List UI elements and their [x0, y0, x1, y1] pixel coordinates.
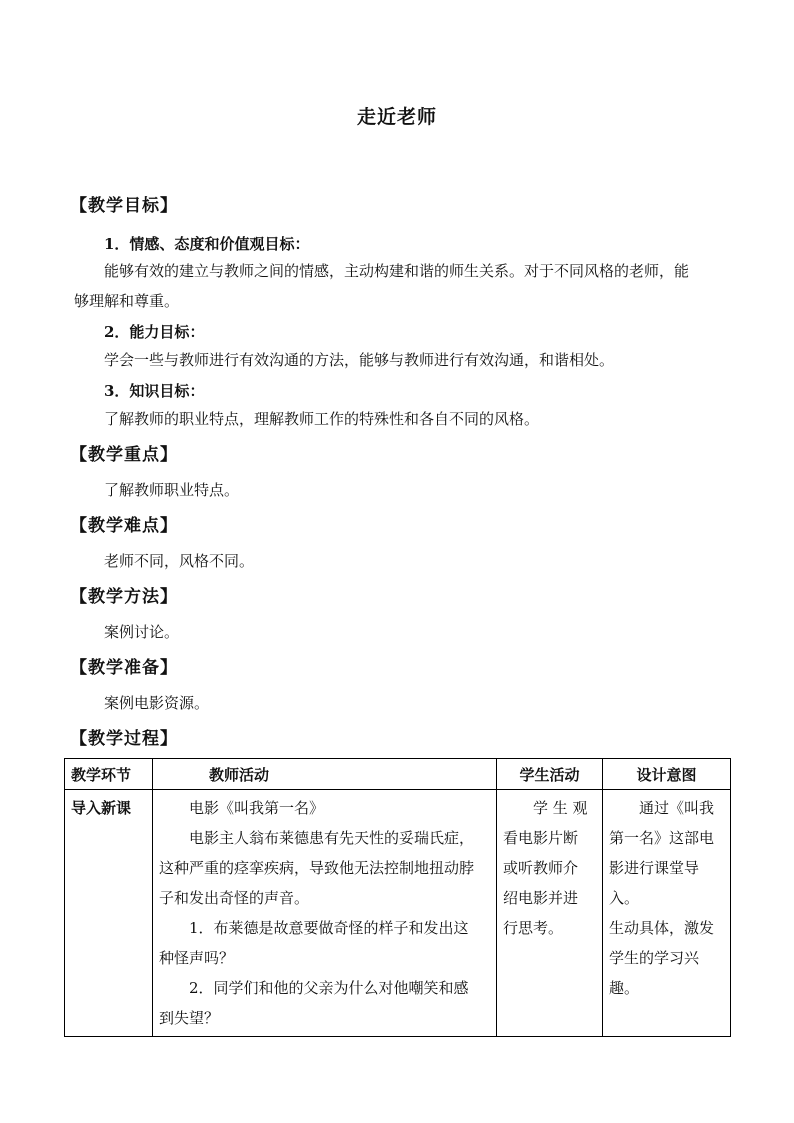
objectives-heading: 【教学目标】 [70, 196, 178, 216]
design-line: 生动具体，激发 [609, 919, 715, 937]
difficulties-heading: 【教学难点】 [70, 516, 178, 536]
teacher-line: 这种严重的痉挛疾病，导致他无法控制地扭动脖 [159, 859, 475, 877]
teacher-activity-cell [153, 790, 497, 1037]
process-table [64, 758, 731, 1037]
student-line: 学 生 观 [533, 799, 588, 817]
student-line: 绍电影并进 [503, 889, 579, 907]
methods-heading: 【教学方法】 [70, 587, 178, 607]
methods-text: 案例讨论。 [104, 623, 180, 641]
teacher-line: 电影主人翁布莱德患有先天性的妥瑞氏症， [189, 829, 475, 847]
col-header-teacher: 教师活动 [153, 759, 497, 790]
process-heading: 【教学过程】 [70, 729, 178, 749]
emotion-objective-text [74, 256, 724, 316]
ability-objective-title: 2．能力目标： [104, 323, 205, 341]
teacher-line: 1．布莱德是故意要做奇怪的样子和发出这 [189, 919, 469, 937]
design-line: 学生的学习兴趣。 [609, 949, 700, 997]
emotion-objective-title: 1．情感、态度和价值观目标： [104, 235, 310, 253]
table-row [65, 790, 731, 1037]
preparation-heading: 【教学准备】 [70, 658, 178, 678]
ability-objective-text: 学会一些与教师进行有效沟通的方法，能够与教师进行有效沟通，和谐相处。 [104, 351, 615, 369]
design-line: 影进行课堂导入。 [609, 859, 700, 907]
col-header-stage: 教学环节 [65, 759, 153, 790]
student-line: 行思考。 [503, 919, 564, 937]
preparation-text: 案例电影资源。 [104, 694, 210, 712]
col-header-student: 学生活动 [497, 759, 603, 790]
stage-cell: 导入新课 [65, 790, 153, 1037]
design-line: 第一名》这部电 [609, 829, 715, 847]
teacher-line: 到失望？ [159, 1009, 220, 1027]
page-title: 走近老师 [356, 106, 437, 128]
teacher-line: 子和发出奇怪的声音。 [159, 889, 310, 907]
student-line: 或听教师介 [503, 859, 579, 877]
teacher-line: 种怪声吗？ [159, 949, 235, 967]
emotion-text-line1: 能够有效的建立与教师之间的情感，主动构建和谐的师生关系。对于不同风格的老师，能 [104, 262, 690, 280]
teacher-line: 电影《叫我第一名》 [189, 799, 325, 817]
emotion-text-line2: 够理解和尊重。 [74, 292, 180, 310]
knowledge-objective-title: 3．知识目标： [104, 382, 205, 400]
knowledge-objective-text: 了解教师的职业特点，理解教师工作的特殊性和各自不同的风格。 [104, 410, 540, 428]
key-points-text: 了解教师职业特点。 [104, 481, 240, 499]
design-line: 通过《叫我 [639, 799, 715, 817]
design-intent-cell [603, 790, 731, 1037]
key-points-heading: 【教学重点】 [70, 445, 178, 465]
teacher-line: 2．同学们和他的父亲为什么对他嘲笑和感 [189, 979, 469, 997]
student-line: 看电影片断 [503, 829, 579, 847]
table-header-row [65, 759, 731, 790]
col-header-design: 设计意图 [603, 759, 731, 790]
student-activity-cell [497, 790, 603, 1037]
difficulties-text: 老师不同，风格不同。 [104, 552, 255, 570]
